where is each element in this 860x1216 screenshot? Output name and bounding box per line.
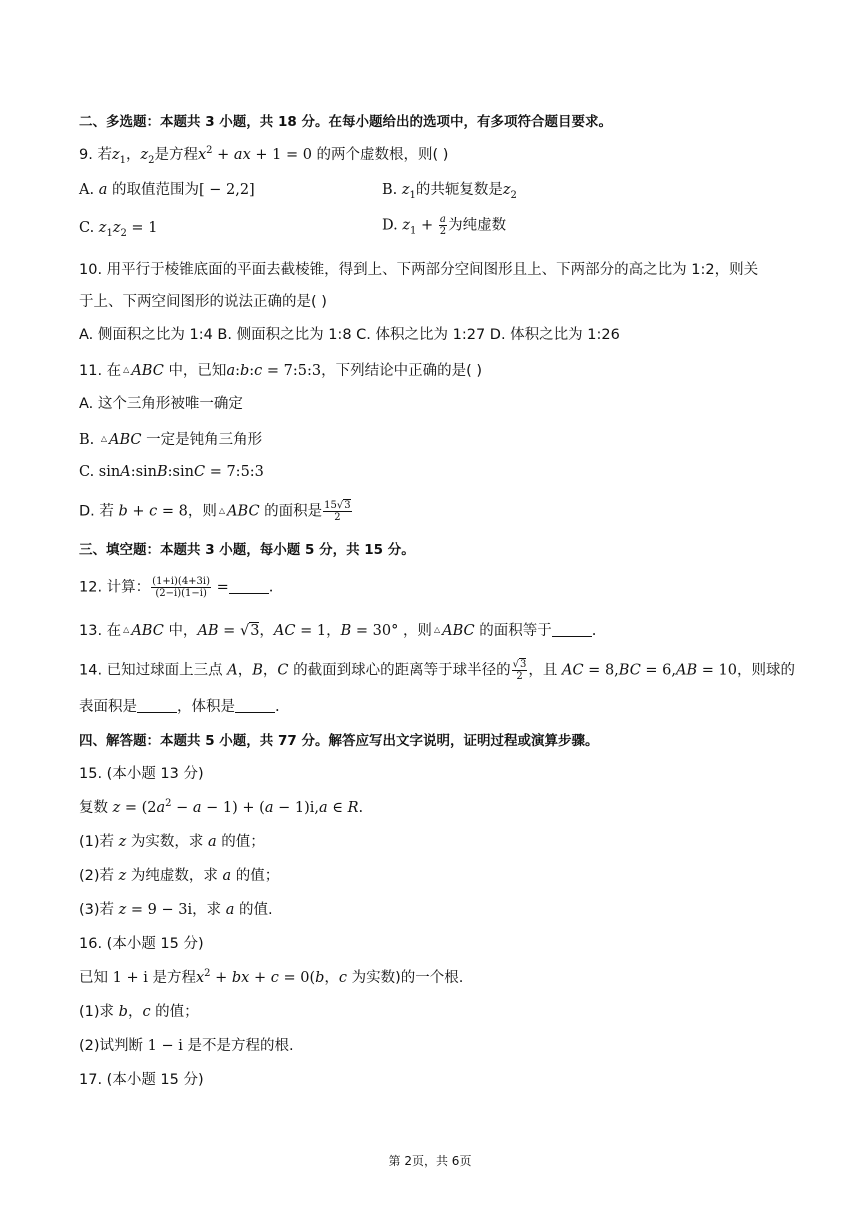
question-15-title: 15. (本小题 13 分) [79,766,204,782]
question-15-stem: 复数 $z = (2a^2 - a - 1) + (a - 1)i,a$ ∈ R. [79,798,364,816]
question-12: 12. 计算： $\frac{(1+i)(4+3i)}{(2-i)(1-i)}$ = . [79,576,274,599]
question-14-line2: 表面积是 ，体积是 . [79,699,280,715]
question-13: 13. 在 △ ABC 中，AB = √3，AC = 1，B = 30° ，则 △ ABC 的面积等于 . [79,623,597,639]
question-16-part-2: (2)试判断 1 − i 是不是方程的根. [79,1038,294,1054]
question-11-option-c: C. sinA:sinB:sinC = 7:5:3 [79,464,264,480]
section-4-heading: 四、解答题：本题共 5 小题，共 77 分。解答应写出文字说明，证明过程或演算步骤。 [79,733,599,749]
question-9-option-d: D. $z_1$ + $\frac{a}{2}$ 为纯虚数 [382,214,507,237]
question-9-stem: 9. 若$z_1$，$z_2$是方程$x^2$ + ax + 1 = 0 的两个虚数根，则( ) [79,145,449,166]
question-16-title: 16. (本小题 15 分) [79,936,204,952]
question-16-part-1: (1)求 b，c 的值； [79,1004,199,1020]
section-3-heading: 三、填空题：本题共 3 小题，每小题 5 分，共 15 分。 [79,542,415,558]
question-14-line1: 14. 已知过球面上三点 A，B，C 的截面到球心的距离等于球半径的 $\frac{√3}{2}$ ，且 AC = 8,BC = 6,AB = 10，则球的 [79,659,795,682]
question-11-option-a: A. 这个三角形被唯一确定 [79,396,243,412]
question-15-part-1: (1)若 z 为实数，求 a 的值； [79,834,265,850]
question-16-stem: 已知 1 + i 是方程$x^2$ + bx + c = 0(b，c 为实数)的一个根. [79,968,464,986]
answer-blank [229,579,269,594]
answer-blank [235,698,275,713]
question-15-part-3: (3)若 z = 9 − 3i，求 a 的值. [79,902,273,918]
question-11-stem: 11. 在 △ ABC 中，已知a:b:c = 7:5:3，下列结论中正确的是( ) [79,363,483,379]
question-10-line1: 10. 用平行于棱锥底面的平面去截棱锥，得到上、下两部分空间图形且上、下两部分的高之比为 1:2，则关 [79,262,759,278]
question-11-option-d: D. 若 b + c = 8，则 △ ABC 的面积是 $\frac{15√3}{2}$ [79,500,351,523]
answer-blank [552,622,592,637]
page-footer: 第 2页，共 6页 [388,1154,472,1168]
question-9-option-b: B. $z_1$的共轭复数是$z_2$ [382,182,517,201]
answer-blank [137,698,177,713]
question-9-option-a: A. a 的取值范围为[ − 2,2] [79,182,255,198]
question-9-option-c: C. $z_1z_2 = 1$ [79,220,158,239]
question-17-title: 17. (本小题 15 分) [79,1072,204,1088]
question-10-options: A. 侧面积之比为 1:4 B. 侧面积之比为 1:8 C. 体积之比为 1:27 D. 体积之比为 1:26 [79,327,620,343]
question-15-part-2: (2)若 z 为纯虚数，求 a 的值； [79,868,280,884]
question-11-option-b: B. △ ABC 一定是钝角三角形 [79,432,263,448]
section-2-heading: 二、多选题：本题共 3 小题，共 18 分。在每小题给出的选项中，有多项符合题目要求。 [79,114,612,130]
question-10-line2: 于上、下两空间图形的说法正确的是( ) [79,294,327,310]
